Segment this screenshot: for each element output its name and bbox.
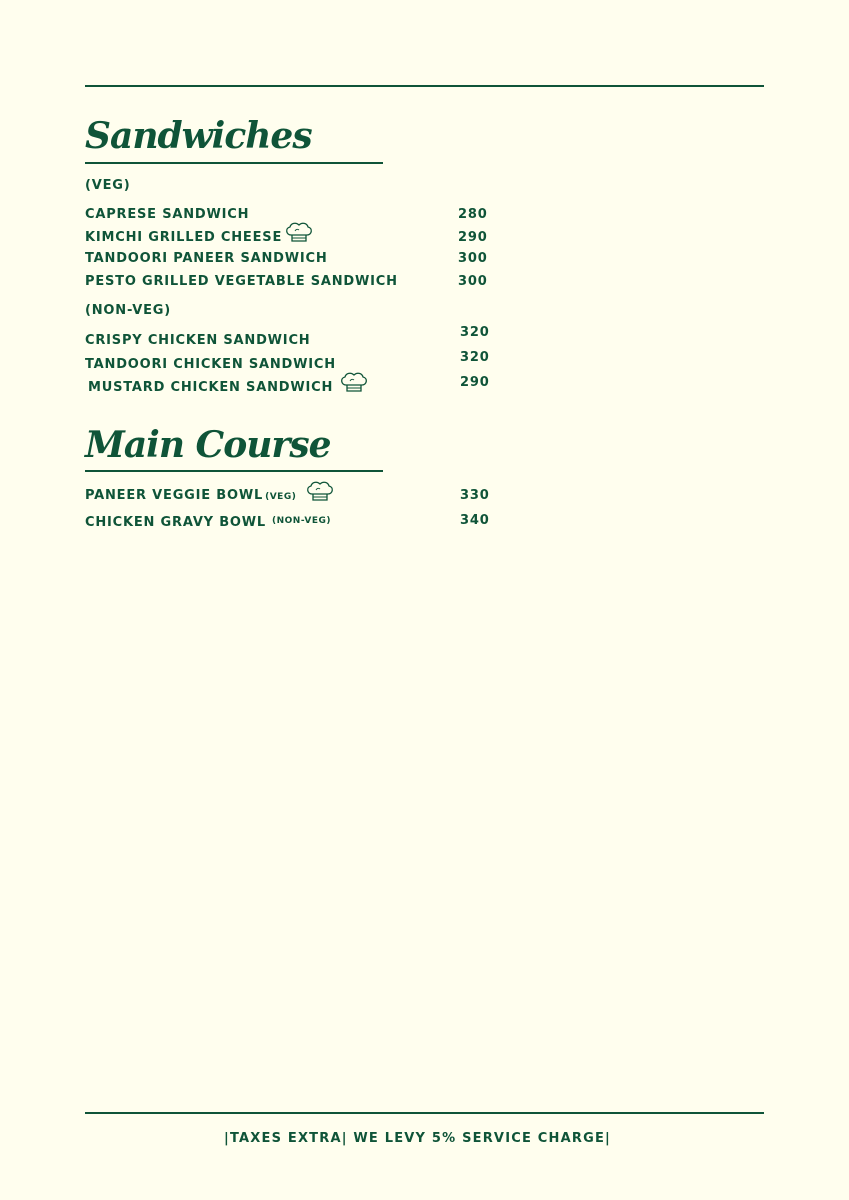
main-course-title-underline [85, 470, 383, 472]
nonveg-tag: (NON-VEG) [272, 516, 332, 526]
top-divider [85, 85, 764, 87]
menu-item-name: TANDOORI PANEER SANDWICH [85, 251, 328, 266]
menu-item-name: MUSTARD CHICKEN SANDWICH [88, 380, 334, 395]
veg-label: (VEG) [85, 178, 131, 193]
menu-item-name-text: CHICKEN GRAVY BOWL [85, 515, 267, 530]
menu-item-price: 300 [458, 251, 488, 266]
menu-item-price: 280 [458, 207, 488, 222]
sandwiches-title-underline [85, 162, 383, 164]
menu-item-price: 290 [460, 375, 490, 390]
menu-item-price: 340 [460, 513, 490, 528]
menu-item-price: 320 [460, 325, 490, 340]
veg-tag: (VEG) [265, 492, 297, 502]
menu-item-name: CAPRESE SANDWICH [85, 207, 250, 222]
sandwiches-title: Sandwiches [85, 115, 312, 157]
menu-item-price: 320 [460, 350, 490, 365]
chef-hat-icon [339, 372, 369, 394]
menu-item-price: 300 [458, 274, 488, 289]
menu-item-name: KIMCHI GRILLED CHEESE [85, 230, 283, 245]
menu-item-price: 290 [458, 230, 488, 245]
footer-divider [85, 1112, 764, 1114]
menu-item-name [85, 515, 331, 532]
chef-hat-icon [305, 481, 335, 503]
menu-item-price: 330 [460, 488, 490, 503]
main-course-title: Main Course [85, 424, 331, 466]
menu-item-name: TANDOORI CHICKEN SANDWICH [85, 357, 336, 372]
menu-item-name [85, 488, 296, 505]
menu-item-name-text: PANEER VEGGIE BOWL [85, 488, 264, 503]
footer-note: |TAXES EXTRA| WE LEVY 5% SERVICE CHARGE| [224, 1131, 611, 1146]
nonveg-label: (NON-VEG) [85, 303, 171, 318]
menu-item-name: PESTO GRILLED VEGETABLE SANDWICH [85, 274, 398, 289]
menu-item-name: CRISPY CHICKEN SANDWICH [85, 333, 311, 348]
chef-hat-icon [284, 222, 314, 244]
